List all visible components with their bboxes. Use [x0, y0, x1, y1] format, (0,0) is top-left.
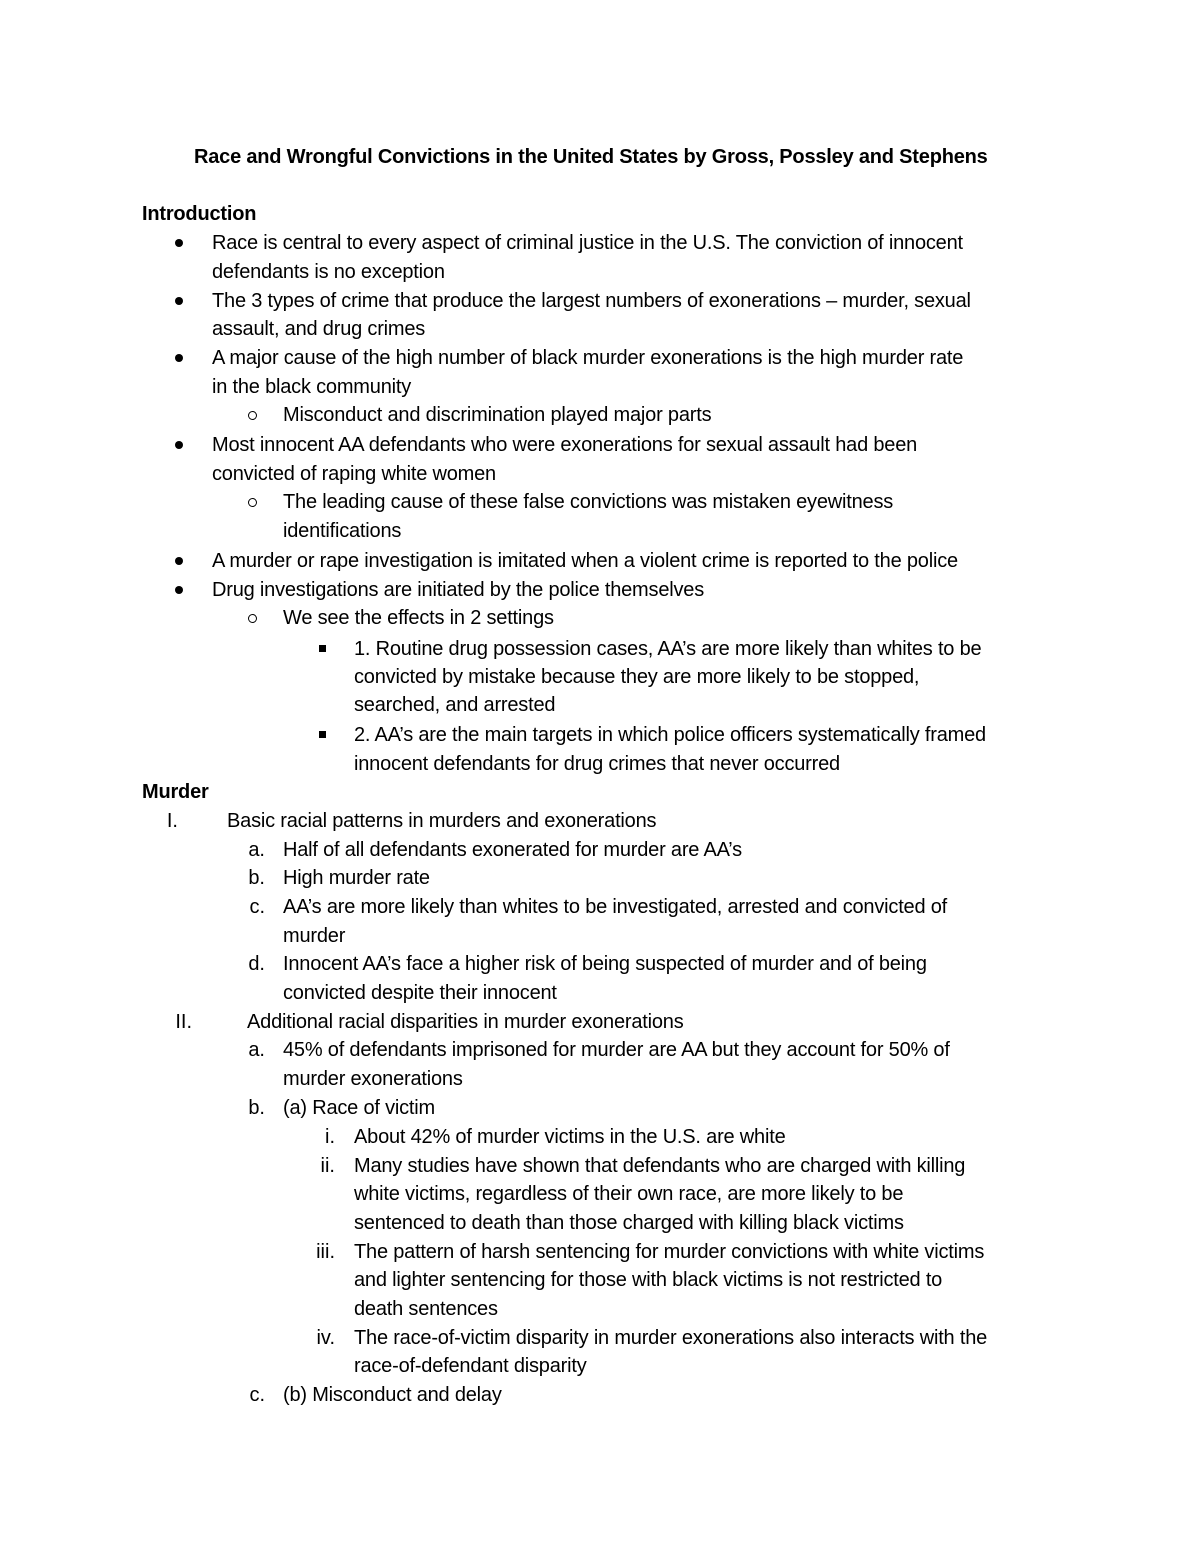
- intro-square-2-line-2: innocent defendants for drug crimes that never occurred: [354, 753, 840, 775]
- intro-square-1-line-1: 1. Routine drug possession cases, AA’s are more likely than whites to be: [354, 638, 982, 660]
- list-marker-letter: d.: [248, 953, 265, 975]
- murder-item-I-c-line-2: murder: [283, 925, 346, 947]
- list-marker-letter: c.: [249, 896, 265, 918]
- murder-item-II: Additional racial disparities in murder exonerations: [247, 1011, 684, 1033]
- list-marker-letter: a.: [248, 1039, 265, 1061]
- murder-item-II-b-ii-line-3: sentenced to death than those charged with killing black victims: [354, 1212, 904, 1234]
- intro-square-2-line-1: 2. AA’s are the main targets in which police officers systematically framed: [354, 724, 986, 746]
- bullet-dot-icon: [175, 441, 183, 449]
- list-marker-roman: I.: [166, 810, 178, 832]
- murder-item-II-b-iii-line-3: death sentences: [354, 1298, 498, 1320]
- list-marker-roman-lower: iv.: [316, 1327, 335, 1349]
- intro-bullet-6: Drug investigations are initiated by the police themselves: [212, 579, 705, 601]
- bullet-dot-icon: [175, 354, 183, 362]
- intro-bullet-2-line-2: assault, and drug crimes: [212, 318, 426, 340]
- murder-item-II-b-i: About 42% of murder victims in the U.S. are white: [354, 1126, 786, 1148]
- murder-item-II-c: (b) Misconduct and delay: [283, 1384, 502, 1406]
- list-marker-letter: b.: [248, 1097, 265, 1119]
- murder-item-I-a: Half of all defendants exonerated for murder are AA’s: [283, 839, 742, 861]
- bullet-dot-icon: [175, 557, 183, 565]
- intro-bullet-1-line-2: defendants is no exception: [212, 261, 445, 283]
- document-title: Race and Wrongful Convictions in the United States by Gross, Possley and Stephens: [194, 146, 988, 168]
- intro-bullet-5: A murder or rape investigation is imitated when a violent crime is reported to the police: [212, 550, 958, 572]
- intro-bullet-3-line-2: in the black community: [212, 376, 412, 398]
- list-marker-roman: II.: [175, 1011, 192, 1033]
- murder-item-I-d-line-2: convicted despite their innocent: [283, 982, 557, 1004]
- intro-square-1-line-3: searched, and arrested: [354, 694, 556, 716]
- intro-bullet-2-line-1: The 3 types of crime that produce the largest numbers of exonerations – murder, sexual: [212, 290, 971, 312]
- murder-item-II-b-iv-line-2: race-of-defendant disparity: [354, 1355, 587, 1377]
- murder-item-I-c-line-1: AA’s are more likely than whites to be investigated, arrested and convicted of: [283, 896, 948, 918]
- intro-bullet-4-line-2: convicted of raping white women: [212, 463, 496, 485]
- murder-item-II-b-iii-line-1: The pattern of harsh sentencing for murder convictions with white victims: [354, 1241, 985, 1263]
- intro-square-1-line-2: convicted by mistake because they are more likely to be stopped,: [354, 666, 920, 688]
- bullet-dot-icon: [175, 239, 183, 247]
- murder-item-II-b: (a) Race of victim: [283, 1097, 435, 1119]
- list-marker-roman-lower: i.: [325, 1126, 335, 1148]
- intro-bullet-1-line-1: Race is central to every aspect of criminal justice in the U.S. The conviction of innocent: [212, 232, 963, 254]
- bullet-circle-icon: [248, 411, 257, 420]
- intro-bullet-3-line-1: A major cause of the high number of black murder exonerations is the high murder rate: [212, 347, 964, 369]
- murder-item-II-b-ii-line-1: Many studies have shown that defendants who are charged with killing: [354, 1155, 966, 1177]
- intro-bullet-3-sub-1: Misconduct and discrimination played major parts: [283, 404, 712, 426]
- list-marker-letter: c.: [249, 1384, 265, 1406]
- list-marker-letter: b.: [248, 867, 265, 889]
- bullet-dot-icon: [175, 297, 183, 305]
- murder-item-I: Basic racial patterns in murders and exonerations: [227, 810, 657, 832]
- murder-item-II-b-iv-line-1: The race-of-victim disparity in murder exonerations also interacts with the: [354, 1327, 988, 1349]
- section-heading-murder: Murder: [142, 781, 209, 803]
- list-marker-roman-lower: ii.: [320, 1155, 335, 1177]
- murder-item-I-b: High murder rate: [283, 867, 430, 889]
- murder-item-II-b-iii-line-2: and lighter sentencing for those with black victims is not restricted to: [354, 1269, 943, 1291]
- intro-bullet-4-line-1: Most innocent AA defendants who were exonerations for sexual assault had been: [212, 434, 918, 456]
- intro-bullet-4-sub-1-line-1: The leading cause of these false convictions was mistaken eyewitness: [283, 491, 894, 513]
- murder-item-II-b-ii-line-2: white victims, regardless of their own race, are more likely to be: [354, 1183, 904, 1205]
- bullet-circle-icon: [248, 614, 257, 623]
- intro-bullet-6-sub-1: We see the effects in 2 settings: [283, 607, 554, 629]
- list-marker-roman-lower: iii.: [316, 1241, 335, 1263]
- murder-item-II-a-line-1: 45% of defendants imprisoned for murder are AA but they account for 50% of: [283, 1039, 950, 1061]
- section-heading-introduction: Introduction: [142, 203, 257, 225]
- bullet-dot-icon: [175, 586, 183, 594]
- intro-bullet-4-sub-1-line-2: identifications: [283, 520, 402, 542]
- bullet-square-icon: [319, 645, 326, 652]
- murder-item-II-a-line-2: murder exonerations: [283, 1068, 463, 1090]
- list-marker-letter: a.: [248, 839, 265, 861]
- bullet-square-icon: [319, 731, 326, 738]
- bullet-circle-icon: [248, 498, 257, 507]
- murder-item-I-d-line-1: Innocent AA’s face a higher risk of being suspected of murder and of being: [283, 953, 927, 975]
